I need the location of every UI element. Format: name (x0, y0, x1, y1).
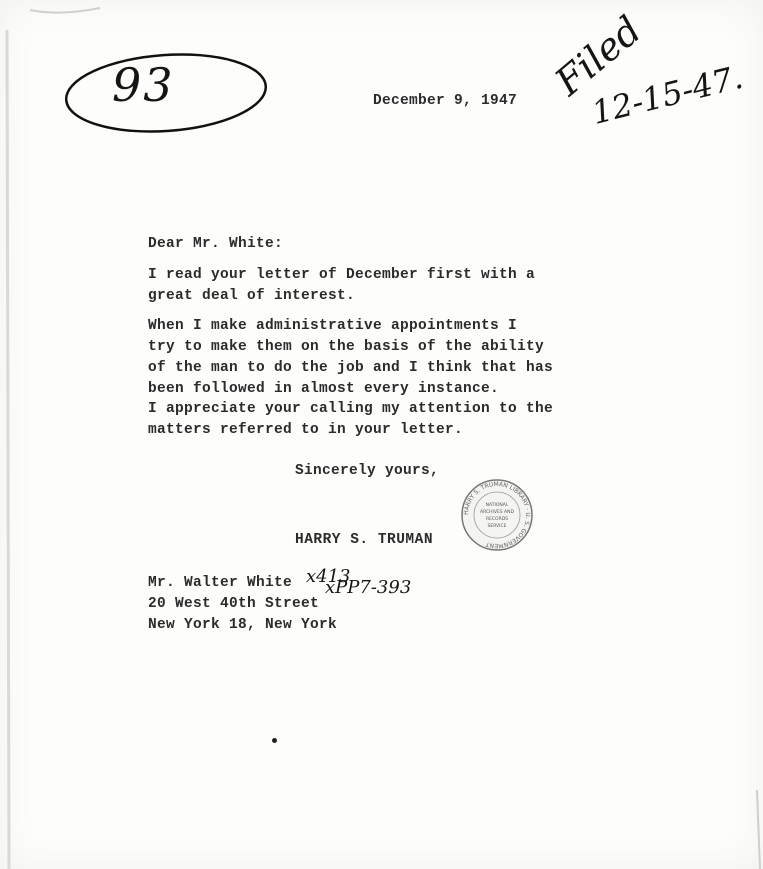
paragraph-line: great deal of interest. (148, 288, 356, 304)
recipient-name: Mr. Walter White (148, 575, 293, 591)
salutation: Dear Mr. White: (148, 236, 284, 252)
archive-stamp (460, 478, 534, 552)
paragraph-line: of the man to do the job and I think that has (148, 360, 554, 376)
ink-dot (272, 738, 277, 743)
paragraph-line: been followed in almost every instance. (148, 381, 500, 397)
paragraph-3 (148, 399, 553, 441)
recipient-city: New York 18, New York (148, 617, 338, 633)
paragraph-line: I read your letter of December first with a (148, 267, 536, 283)
reference-note-1: x413 (306, 566, 351, 587)
stamp-line: RECORDS (485, 517, 509, 522)
stamp-ring-text: HARRY S. TRUMAN LIBRARY · U. S. GOVERNMENT (462, 480, 532, 550)
signature-name: HARRY S. TRUMAN (295, 532, 434, 548)
paragraph-line: try to make them on the basis of the ability (148, 339, 545, 355)
reference-note-2: xPP7-393 (325, 577, 412, 598)
recipient-street: 20 West 40th Street (148, 596, 320, 612)
file-number: 93 (112, 58, 175, 112)
paragraph-line: I appreciate your calling my attention to the (148, 401, 554, 417)
paragraph-1 (148, 265, 535, 307)
paragraph-line: matters referred to in your letter. (148, 422, 464, 438)
paragraph-2 (148, 316, 553, 400)
paragraph-line: When I make administrative appointments I (148, 318, 518, 334)
letter-date: December 9, 1947 (373, 93, 518, 109)
filed-date-note: 12-15-47. (588, 57, 747, 132)
closing: Sincerely yours, (295, 463, 440, 479)
stamp-line: SERVICE (487, 524, 507, 529)
filed-note: Filed (546, 7, 650, 104)
stamp-line: NATIONAL (485, 503, 509, 508)
stamp-line: ARCHIVES AND (480, 510, 514, 515)
